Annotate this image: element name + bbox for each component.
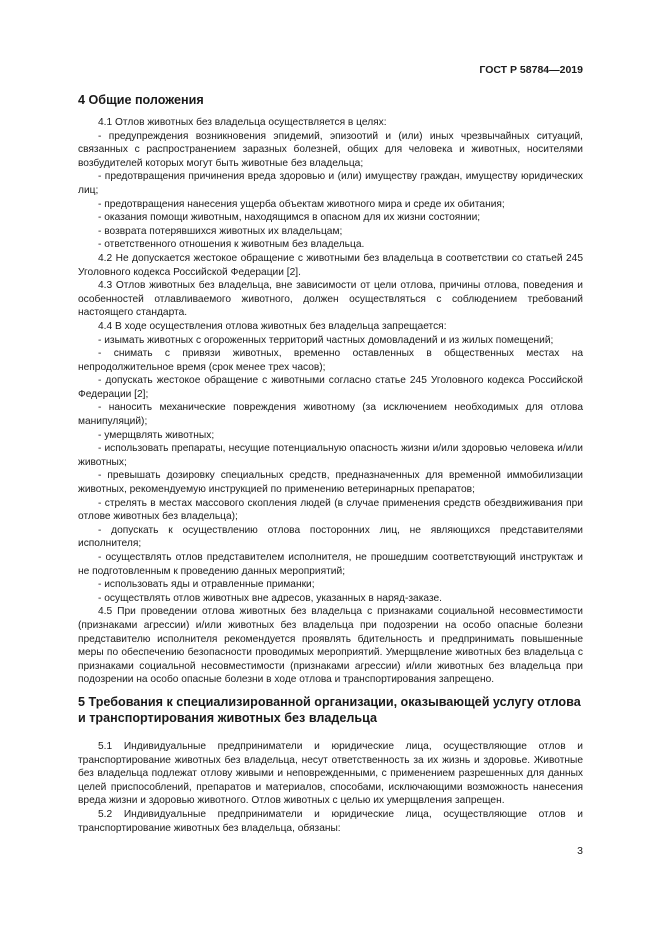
paragraph: 4.1 Отлов животных без владельца осуществляется в целях: xyxy=(98,117,387,128)
paragraph: 4.3 Отлов животных без владельца, вне зависимости от цели отлова, причины отлова, поведения и особенностей отлавливаемого животного, должен осуществляться с соблюдением требований настоящего стандарта. xyxy=(78,280,583,319)
list-item: - предупреждения возникновения эпидемий, эпизоотий и (или) иных чрезвычайных ситуаций, связанных с распространением заразных болезней, общих для человека и животных, носителями возбудителей которых могут быть животные без владельца; xyxy=(78,130,583,169)
list-item: - использовать яды и отравленные приманки; xyxy=(98,579,315,591)
list-item: - допускать к осуществлению отлова посторонних лиц, не являющихся представителями исполнителя; xyxy=(78,524,583,550)
list-item: - предотвращения нанесения ущерба объектам животного мира и среде их обитания; xyxy=(98,198,505,210)
list-item: - возврата потерявшихся животных их владельцам; xyxy=(98,225,343,237)
list-item: - осуществлять отлов представителем исполнителя, не прошедшим соответствующий инструктаж и не подготовленным к проведению данных мероприятий; xyxy=(78,552,583,577)
list-item: - допускать жестокое обращение с животными согласно статье 245 Уголовного кодекса Российской Федерации [2]; xyxy=(78,375,583,400)
list-item: - использовать препараты, несущие потенциальную опасность жизни и/или здоровью человека и/или животных; xyxy=(78,443,583,468)
list-item: - снимать с привязи животных, временно оставленных в общественных местах на непродолжительное время (срок менее трех часов); xyxy=(78,348,583,373)
section-5-body xyxy=(78,740,583,835)
list-item: - превышать дозировку специальных средств, предназначенных для временной иммобилизации животных, рекомендуемую инструкцией по применению ветеринарных препаратов; xyxy=(78,470,583,496)
list-item: - оказания помощи животным, находящимся в опасном для их жизни состоянии; xyxy=(98,212,481,224)
list-item: - осуществлять отлов животных вне адресов, указанных в наряд-заказе. xyxy=(98,592,442,604)
paragraph: 4.2 Не допускается жестокое обращение с животными без владельца в соответствии со статьей 245 Уголовного кодекса Российской Федерации [2]. xyxy=(78,252,583,278)
page-number: 3 xyxy=(577,845,583,857)
standard-code: ГОСТ Р 58784—2019 xyxy=(479,64,583,76)
section-4-body xyxy=(78,116,583,687)
list-item: - стрелять в местах массового скопления людей (в случае применения средств обездвиживания при отлове животных без владельца); xyxy=(78,497,583,523)
paragraph: 5.1 Индивидуальные предприниматели и юридические лица, осуществляющие отлов и транспортирование животных без владельца, несут ответственность за их жизнь и здоровье. Животные без владельца подлежат отлову живыми и неповрежденными, с применением разрешенных для данных целей приспособлений, препаратов и материалов, способами, исключающими возможность нанесения вреда жизни и здоровью животного. Отлов животных с целью их умерщвления запрещен. xyxy=(78,741,583,807)
paragraph: 5.2 Индивидуальные предприниматели и юридические лица, осуществляющие отлов и транспортирование животных без владельца, обязаны: xyxy=(78,808,583,834)
section-4-title: 4 Общие положения xyxy=(78,93,204,107)
list-item: - умерщвлять животных; xyxy=(98,429,215,441)
list-item: - изымать животных с огороженных территорий частных домовладений и из жилых помещений; xyxy=(98,334,554,346)
list-item: - наносить механические повреждения животному (за исключением необходимых для отлова манипуляций); xyxy=(78,402,583,428)
list-item: - предотвращения причинения вреда здоровью и (или) имуществу граждан, имуществу юридических лиц; xyxy=(78,171,583,196)
list-item: - ответственного отношения к животным без владельца. xyxy=(98,239,365,251)
paragraph: 4.4 В ходе осуществления отлова животных без владельца запрещается: xyxy=(98,320,447,332)
section-5-title: 5 Требования к специализированной организации, оказывающей услугу отлова и транспортирования животных без владельца xyxy=(78,695,581,725)
paragraph: 4.5 При проведении отлова животных без владельца с признаками социальной несовместимости (признаками агрессии) и/или животных без владельца при подозрении на особо опасные болезни представителю исполнителя рекомендуется проявлять бдительность и предпринимать повышенные меры по обеспечению безопасности проводимых мероприятий. Умерщвление животных без владельца с признаками социальной несовместимости (признаками агрессии) и/или животных без владельца при подозрении на особо опасные болезни в ходе отлова и транспортирования запрещено. xyxy=(78,606,583,686)
